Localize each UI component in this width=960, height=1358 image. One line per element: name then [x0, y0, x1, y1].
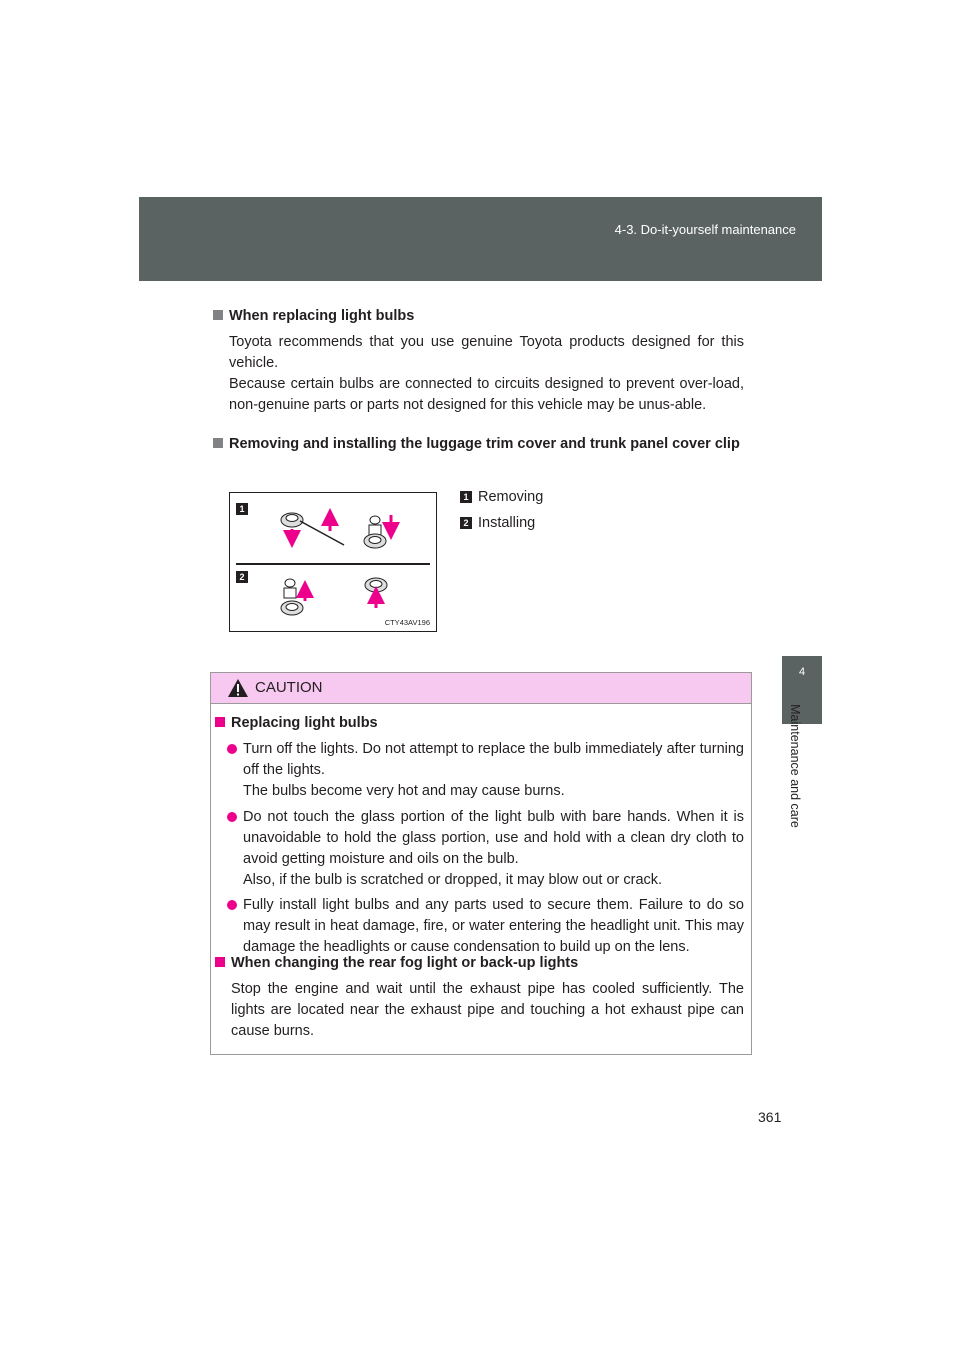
step-badge: 2 — [236, 571, 248, 583]
clip-illustration — [229, 492, 437, 632]
square-bullet-icon — [213, 438, 223, 448]
chapter-header — [139, 197, 822, 281]
legend-item: 2 Installing — [460, 515, 535, 531]
caution-heading: Replacing light bulbs — [215, 713, 378, 734]
chapter-number: 4 — [798, 666, 806, 678]
caution-bullet: Do not touch the glass portion of the light bulb with bare hands. When it is unavoidable to hold the glass portion, use and hold with a clean dry cloth to avoid getting moisture and oils on the bulb. Also, if the bulb is scratched or dropped, it may blow out or crack. — [243, 807, 744, 891]
step-badge: 2 — [460, 517, 472, 529]
caution-heading: When changing the rear fog light or back-up lights — [215, 953, 578, 974]
section-heading: When replacing light bulbs — [213, 306, 414, 327]
caution-box — [210, 672, 752, 1055]
legend-item: 1 Removing — [460, 489, 543, 505]
figure-code: CTY43AV196 — [384, 618, 430, 627]
clip-diagram-icon — [230, 493, 436, 631]
page-number: 361 — [758, 1109, 782, 1125]
square-bullet-icon — [213, 310, 223, 320]
step-badge: 1 — [460, 491, 472, 503]
caution-bullet: Fully install light bulbs and any parts used to secure them. Failure to do so may result in heat damage, fire, or water entering the headlight unit. This may damage the headlights or cause condensation to build up on the lens. — [243, 895, 744, 958]
bullet-dot-icon — [227, 900, 237, 910]
chapter-label: Maintenance and care — [788, 704, 802, 828]
square-bullet-icon — [215, 717, 225, 727]
paragraph: Toyota recommends that you use genuine Toyota products designed for this vehicle. Because certain bulbs are connected to circuits designed to prevent over-load, non-genuine parts or parts not designed for this vehicle may be unus-able. — [229, 334, 744, 413]
square-bullet-icon — [215, 957, 225, 967]
bullet-dot-icon — [227, 744, 237, 754]
section-heading: Removing and installing the luggage trim cover and trunk panel cover clip — [213, 434, 744, 455]
caution-bullet: Turn off the lights. Do not attempt to replace the bulb immediately after turning off the lights. The bulbs become very hot and may cause burns. — [243, 739, 744, 802]
caution-paragraph: Stop the engine and wait until the exhaust pipe has cooled sufficiently. The lights are located near the exhaust pipe and touching a hot exhaust pipe can cause burns. — [231, 981, 744, 1039]
bullet-dot-icon — [227, 812, 237, 822]
step-badge: 1 — [236, 503, 248, 515]
warning-icon — [227, 678, 249, 698]
caution-title: CAUTION — [255, 679, 323, 696]
section-title: 4-3. Do-it-yourself maintenance — [614, 222, 796, 237]
caution-header — [211, 673, 751, 704]
